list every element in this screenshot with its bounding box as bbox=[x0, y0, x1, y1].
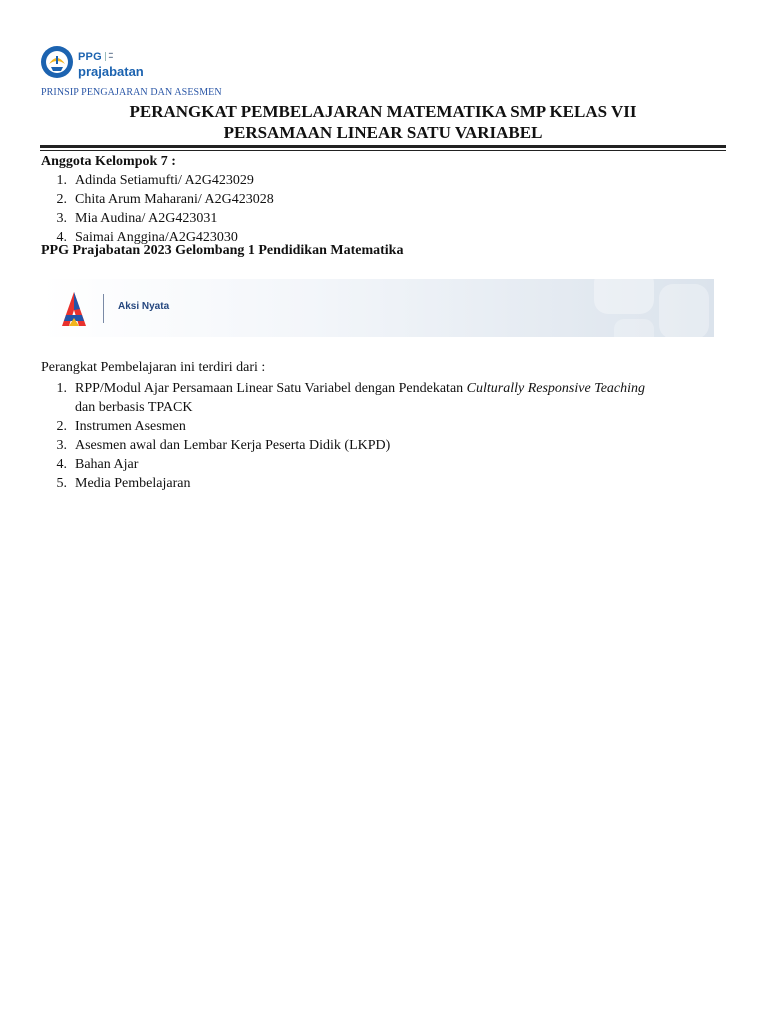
member-name: Saimai Anggina/A2G423030 bbox=[75, 230, 238, 245]
list-item bbox=[41, 171, 274, 190]
program-name: PPG Prajabatan 2023 Gelombang 1 Pendidikan Matematika bbox=[41, 243, 404, 258]
logo-subtitle: prajabatan bbox=[78, 64, 144, 79]
logo-wordmark bbox=[78, 47, 144, 79]
list-item bbox=[41, 455, 725, 474]
group-label: Anggota Kelompok 7 : bbox=[41, 154, 176, 169]
banner-decoration-icon bbox=[574, 279, 714, 337]
list-item bbox=[41, 436, 725, 455]
logo-separator bbox=[105, 52, 106, 61]
list-item-text: Asesmen awal dan Lembar Kerja Peserta Didik (LKPD) bbox=[75, 438, 391, 453]
contents-intro: Perangkat Pembelajaran ini terdiri dari : bbox=[41, 360, 266, 375]
list-item bbox=[41, 474, 725, 493]
list-item-text: Bahan Ajar bbox=[75, 457, 139, 472]
list-number: 2. bbox=[56, 419, 67, 434]
member-name: Mia Audina/ A2G423031 bbox=[75, 211, 218, 226]
list-item bbox=[41, 417, 725, 436]
aksi-nyata-banner bbox=[41, 279, 714, 337]
document-title-line2: PERSAMAAN LINEAR SATU VARIABEL bbox=[223, 123, 543, 142]
list-item-text: Instrumen Asesmen bbox=[75, 419, 186, 434]
member-name: Chita Arum Maharani/ A2G423028 bbox=[75, 192, 274, 207]
item-text-continuation: dan berbasis TPACK bbox=[75, 400, 193, 415]
list-number: 3. bbox=[56, 211, 67, 226]
list-number: 1. bbox=[56, 173, 67, 188]
list-item bbox=[41, 379, 725, 417]
banner-label: Aksi Nyata bbox=[118, 301, 170, 312]
list-item-text: Media Pembelajaran bbox=[75, 476, 191, 491]
document-title-line1: PERANGKAT PEMBELAJARAN MATEMATIKA SMP KELAS VII bbox=[129, 102, 637, 121]
list-number: 4. bbox=[56, 457, 67, 472]
title-divider-thin bbox=[40, 150, 726, 151]
banner-separator bbox=[103, 294, 104, 323]
item-text-italic: Culturally Responsive Teaching bbox=[466, 381, 646, 396]
running-header: PRINSIP PENGAJARAN DAN ASESMEN bbox=[41, 87, 222, 98]
list-item bbox=[41, 190, 274, 209]
aksi-nyata-a-logo-icon bbox=[61, 291, 87, 327]
list-number: 1. bbox=[56, 381, 67, 396]
list-item-text bbox=[75, 379, 725, 417]
list-number: 3. bbox=[56, 438, 67, 453]
logo-tagline-lines: ▬ ▬ bbox=[108, 50, 113, 59]
title-divider-thick bbox=[40, 145, 726, 148]
logo-brand: PPG bbox=[78, 51, 102, 63]
contents-list bbox=[41, 379, 725, 493]
list-number: 5. bbox=[56, 476, 67, 491]
list-number: 4. bbox=[56, 230, 67, 245]
member-name: Adinda Setiamufti/ A2G423029 bbox=[75, 173, 254, 188]
member-list bbox=[41, 171, 274, 247]
list-item bbox=[41, 209, 274, 228]
list-number: 2. bbox=[56, 192, 67, 207]
item-text-part: RPP/Modul Ajar Persamaan Linear Satu Variabel dengan Pendekatan bbox=[75, 381, 467, 396]
